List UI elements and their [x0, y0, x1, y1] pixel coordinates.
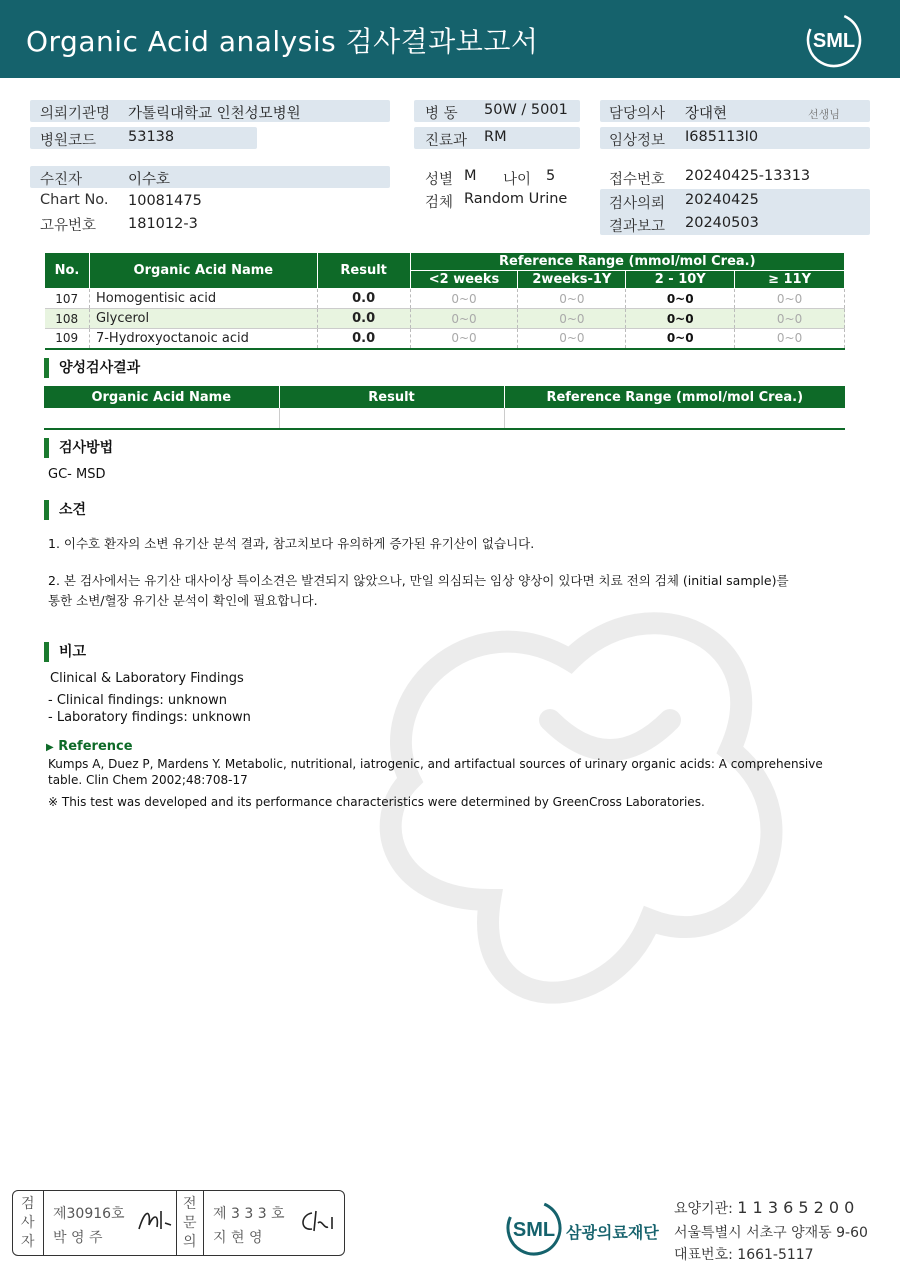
row-r2: 0~0: [518, 309, 626, 329]
doctor-label: 담당의사: [609, 106, 666, 122]
pos-cell: [44, 408, 279, 429]
remarks-line2: - Clinical findings: unknown: [48, 693, 227, 708]
report-label: 결과보고: [609, 219, 666, 235]
signature-box: [12, 1190, 345, 1256]
reference-heading: [46, 739, 133, 754]
pos-col-name: Organic Acid Name: [44, 386, 279, 408]
pos-col-result: Result: [279, 386, 504, 408]
receipt-value: 20240425-13313: [685, 168, 811, 184]
row-name: Glycerol: [89, 309, 317, 329]
col-result: Result: [317, 253, 410, 289]
table-row: [45, 289, 845, 309]
specialist-label: 전 문 의: [183, 1196, 197, 1250]
row-r2: 0~0: [518, 289, 626, 309]
code-value: 1 1 3 6 5 2 0 0: [737, 1198, 855, 1217]
code-label: 요양기관:: [674, 1201, 733, 1217]
reference-title: Reference: [58, 739, 133, 754]
report-title: Organic Acid analysis 검사결과보고서: [26, 25, 539, 58]
address: 서울특별시 서초구 양재동 9-60: [674, 1225, 868, 1241]
opinion-line3: 통한 소변/혈장 유기산 분석이 확인에 필요합니다.: [48, 593, 318, 608]
sex-label: 성별: [425, 172, 454, 188]
unique-value: 181012-3: [128, 216, 198, 232]
row-r1: 0~0: [410, 289, 518, 309]
chart-label: Chart No.: [40, 192, 109, 208]
table-row: [45, 309, 845, 329]
table-row: [44, 408, 845, 429]
org-name: 삼광의료재단: [566, 1223, 659, 1242]
pos-col-ref: Reference Range (mmol/mol Crea.): [504, 386, 845, 408]
reference-line2: table. Clin Chem 2002;48:708-17: [48, 773, 248, 787]
report-value: 20240503: [685, 215, 759, 231]
method-text: GC- MSD: [48, 467, 106, 482]
row-no: 108: [45, 309, 90, 329]
reference-line1: Kumps A, Duez P, Mardens Y. Metabolic, nutritional, iatrogenic, and artifactual sources of urinary organic acids: A comprehensive: [48, 757, 823, 771]
hospital-code-value: 53138: [128, 129, 175, 145]
patient-value: 이수호: [128, 172, 171, 188]
row-r4: 0~0: [735, 329, 845, 349]
doctor-suffix: 선생님: [808, 108, 840, 121]
pos-cell: [504, 408, 845, 429]
age-label: 나이: [503, 172, 532, 188]
specialist-name: 지 현 영: [213, 1230, 263, 1246]
col-name: Organic Acid Name: [89, 253, 317, 289]
opinion-line1: 1. 이수호 환자의 소변 유기산 분석 결과, 참고치보다 유의하게 증가된 유기산이 없습니다.: [48, 536, 535, 551]
sex-value: M: [464, 168, 477, 184]
positive-title: 양성검사결과: [44, 358, 140, 378]
dept-label: 진료과: [425, 133, 468, 149]
opinion-line2: 2. 본 검사에서는 유기산 대사이상 특이소견은 발견되지 않았으나, 만일 의심되는 임상 양상이 있다면 치료 전의 검체 (initial sample)를: [48, 573, 789, 588]
row-r3: 0~0: [626, 309, 735, 329]
pos-cell: [279, 408, 504, 429]
specialist-number: 제 3 3 3 호: [213, 1206, 285, 1222]
request-label: 검사의뢰: [609, 196, 666, 212]
patient-label: 수진자: [40, 172, 83, 188]
dept-value: RM: [484, 129, 507, 145]
report-header: [0, 0, 900, 78]
phone-value: 1661-5117: [737, 1247, 814, 1263]
method-title: 검사방법: [44, 438, 113, 458]
specialist-signature: [298, 1207, 338, 1237]
code-line: [674, 1198, 854, 1218]
ward-label: 병 동: [425, 106, 458, 122]
ward-value: 50W / 5001: [484, 102, 568, 118]
row-r2: 0~0: [518, 329, 626, 349]
triangle-icon: ▶: [46, 742, 54, 753]
row-no: 109: [45, 329, 90, 349]
doctor-value: 장대현: [685, 106, 728, 122]
clinical-label: 임상정보: [609, 133, 666, 149]
table-row: [45, 329, 845, 349]
institution-value: 가톨릭대학교 인천성모병원: [128, 106, 301, 122]
receipt-label: 접수번호: [609, 172, 666, 188]
row-result: 0.0: [317, 329, 410, 349]
sml-logo: [806, 12, 862, 68]
sml-footer-logo-text: SML: [512, 1219, 556, 1241]
hospital-code-label: 병원코드: [40, 133, 97, 149]
clinical-value: I685113I0: [685, 129, 759, 145]
row-result: 0.0: [317, 289, 410, 309]
row-r3: 0~0: [626, 289, 735, 309]
results-table: [44, 252, 845, 350]
sml-footer-logo-icon: [506, 1200, 562, 1256]
age-value: 5: [546, 168, 556, 184]
row-name: 7-Hydroxyoctanoic acid: [89, 329, 317, 349]
phone-label: 대표번호:: [674, 1247, 733, 1263]
col-r2: 2weeks-1Y: [518, 271, 626, 289]
col-ref: Reference Range (mmol/mol Crea.): [410, 253, 844, 271]
specimen-label: 검체: [425, 195, 454, 211]
row-r3: 0~0: [626, 329, 735, 349]
examiner-label: 검 사 자: [21, 1196, 35, 1250]
row-r4: 0~0: [735, 289, 845, 309]
opinion-title: 소견: [44, 500, 86, 520]
chart-value: 10081475: [128, 193, 202, 209]
row-r1: 0~0: [410, 329, 518, 349]
row-r4: 0~0: [735, 309, 845, 329]
remarks-line1: Clinical & Laboratory Findings: [50, 671, 244, 686]
patient-bar: [30, 166, 390, 188]
examiner-number: 제30916호: [53, 1206, 125, 1222]
col-r4: ≥ 11Y: [735, 271, 845, 289]
request-value: 20240425: [685, 192, 759, 208]
logo-text: SML: [812, 30, 856, 52]
test-note: ※ This test was developed and its performance characteristics were determined by GreenCross Laboratories.: [48, 795, 705, 809]
specimen-value: Random Urine: [464, 191, 568, 207]
row-name: Homogentisic acid: [89, 289, 317, 309]
row-result: 0.0: [317, 309, 410, 329]
remarks-line3: - Laboratory findings: unknown: [48, 710, 251, 725]
phone-line: [674, 1244, 814, 1264]
row-r1: 0~0: [410, 309, 518, 329]
remarks-title: 비고: [44, 642, 86, 662]
positive-table: [44, 386, 845, 430]
examiner-signature: [135, 1205, 175, 1235]
institution-label: 의뢰기관명: [40, 106, 111, 122]
col-r3: 2 - 10Y: [626, 271, 735, 289]
col-r1: <2 weeks: [410, 271, 518, 289]
col-no: No.: [45, 253, 90, 289]
row-no: 107: [45, 289, 90, 309]
unique-label: 고유번호: [40, 218, 97, 234]
examiner-name: 박 영 주: [53, 1230, 103, 1246]
